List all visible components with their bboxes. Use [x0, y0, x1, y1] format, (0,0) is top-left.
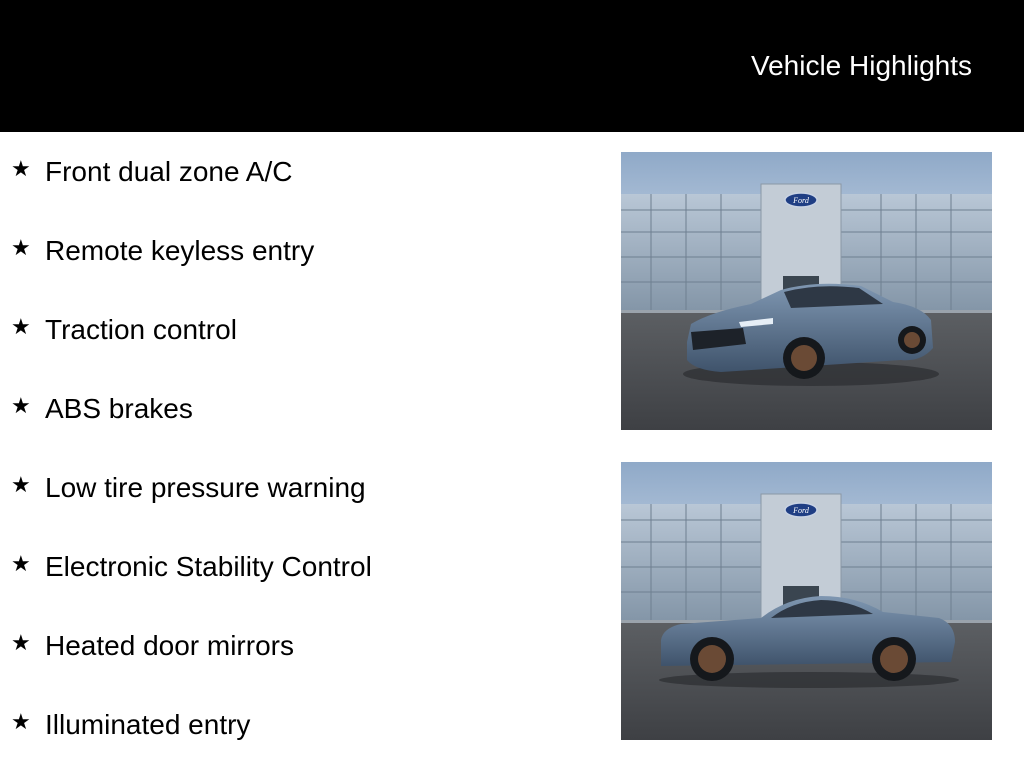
vehicle-photo-front-three-quarter — [621, 152, 992, 430]
feature-label: Electronic Stability Control — [45, 551, 372, 582]
star-icon: ★ — [11, 393, 31, 418]
vehicle-photo-side-profile — [621, 462, 992, 740]
ford-logo-text: Ford — [793, 506, 809, 515]
star-icon: ★ — [11, 551, 31, 576]
feature-label: Low tire pressure warning — [45, 472, 366, 503]
star-icon: ★ — [11, 709, 31, 734]
feature-label: Remote keyless entry — [45, 235, 315, 266]
star-icon: ★ — [11, 156, 31, 181]
ford-logo-text: Ford — [793, 196, 809, 205]
header-bar — [0, 0, 1024, 132]
feature-item — [11, 626, 294, 666]
feature-item — [11, 152, 292, 192]
feature-item — [11, 389, 193, 429]
feature-item — [11, 468, 366, 508]
feature-item — [11, 231, 314, 271]
star-icon: ★ — [11, 472, 31, 497]
feature-item — [11, 547, 372, 587]
feature-item — [11, 705, 250, 745]
page-title: Vehicle Highlights — [750, 50, 972, 81]
feature-label: Traction control — [45, 314, 237, 345]
feature-label: ABS brakes — [45, 393, 193, 424]
star-icon: ★ — [11, 314, 31, 339]
star-icon: ★ — [11, 630, 31, 655]
star-icon: ★ — [11, 235, 31, 260]
feature-label: Heated door mirrors — [45, 630, 294, 661]
feature-item — [11, 310, 237, 350]
feature-label: Front dual zone A/C — [45, 156, 293, 187]
feature-label: Illuminated entry — [45, 709, 251, 740]
